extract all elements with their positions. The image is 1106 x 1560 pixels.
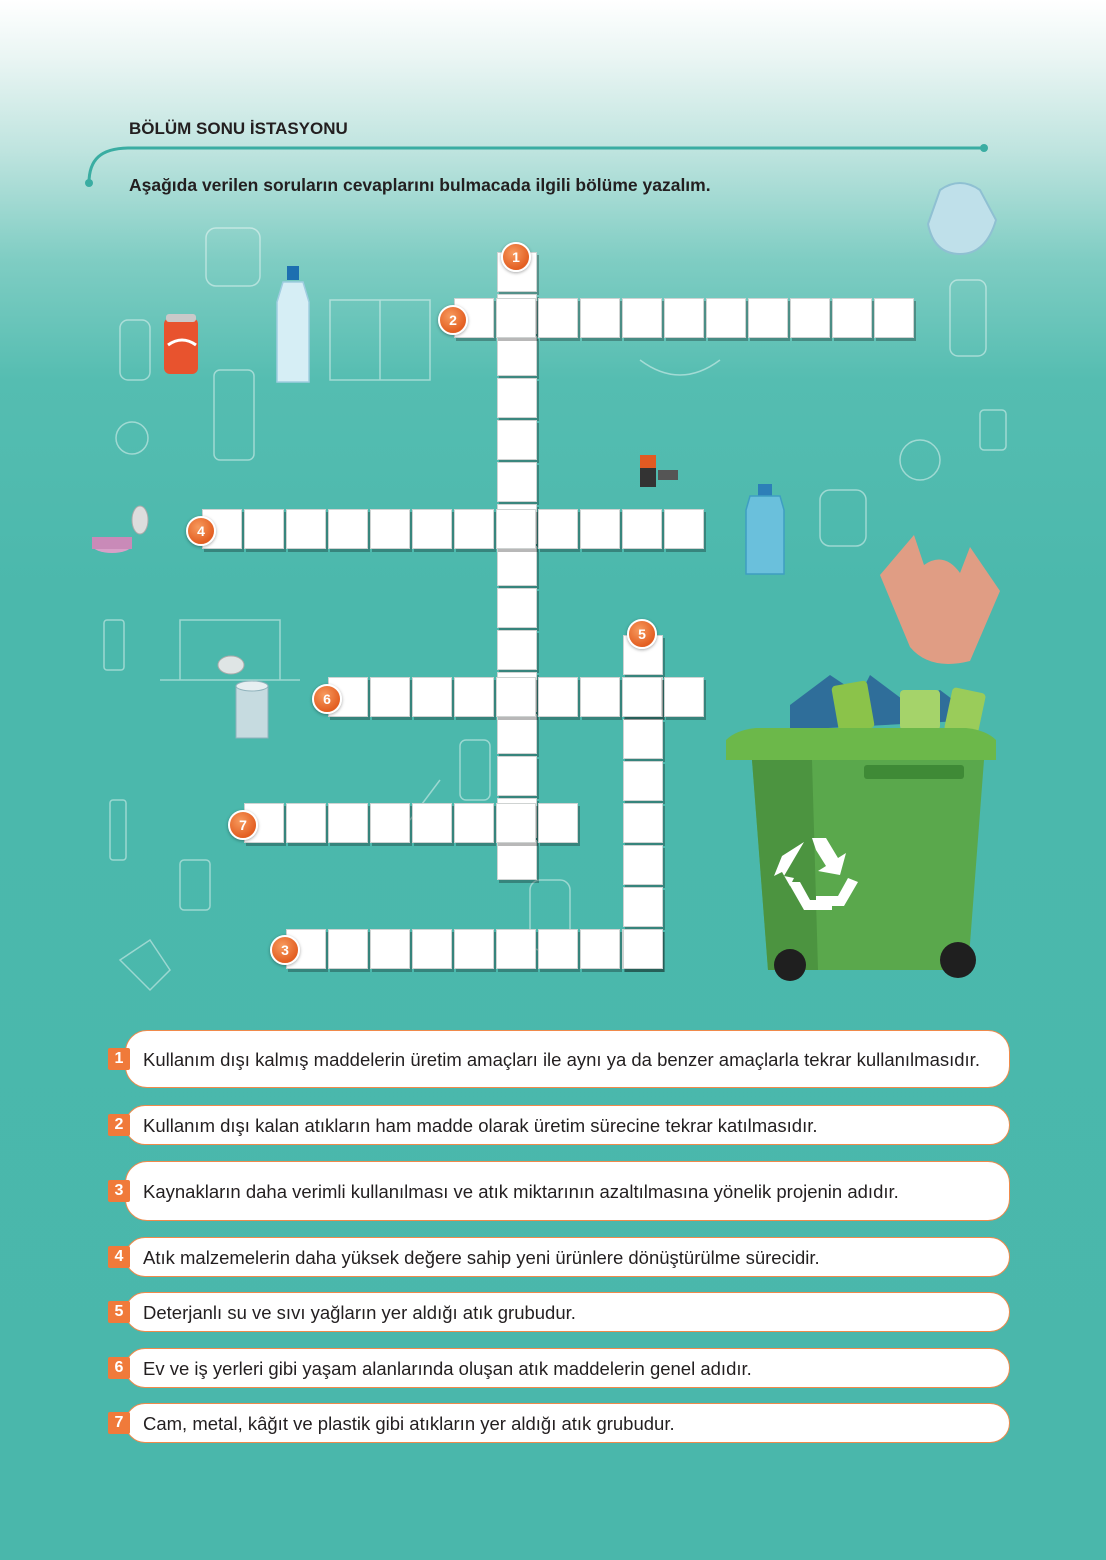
- clue-box: [125, 1237, 1010, 1277]
- crossword-cell[interactable]: [538, 677, 578, 717]
- crossword-cell[interactable]: [664, 677, 704, 717]
- clue-text: Kaynakların daha verimli kullanılması ve atık miktarının azaltılmasına yönelik projenin adıdır.: [143, 1180, 899, 1202]
- crossword-cell[interactable]: [244, 509, 284, 549]
- crossword-cell[interactable]: [370, 803, 410, 843]
- section-title: BÖLÜM SONU İSTASYONU: [129, 119, 348, 138]
- clue-box: [125, 1105, 1010, 1145]
- crossword-number-badge: 4: [186, 516, 216, 546]
- crossword-cell[interactable]: [286, 803, 326, 843]
- soda-can-icon: [164, 314, 198, 374]
- crossword-cell[interactable]: [328, 929, 368, 969]
- clue-text: Kullanım dışı kalmış maddelerin üretim amaçları ile aynı ya da benzer amaçlarla tekrar kullanılmasıdır.: [143, 1048, 980, 1070]
- crossword-cell[interactable]: [622, 677, 662, 717]
- clue-box: [125, 1161, 1010, 1221]
- crossword-cell[interactable]: [623, 803, 663, 843]
- crossword-cell[interactable]: [580, 677, 620, 717]
- crossword-cell[interactable]: [623, 929, 663, 969]
- crossword-cell[interactable]: [328, 803, 368, 843]
- crossword-cell[interactable]: [286, 509, 326, 549]
- crossword-number-badge: 3: [270, 935, 300, 965]
- crossword-number-badge: 7: [228, 810, 258, 840]
- crossword-cell[interactable]: [497, 546, 537, 586]
- clue-number: 1: [108, 1048, 130, 1070]
- crossword-number-badge: 6: [312, 684, 342, 714]
- clue-text: Deterjanlı su ve sıvı yağların yer aldığı atık grubudur.: [143, 1301, 576, 1323]
- tin-can-icon: [92, 506, 148, 553]
- crossword-cell[interactable]: [706, 298, 746, 338]
- crossword-cell[interactable]: [580, 509, 620, 549]
- crossword-cell[interactable]: [370, 929, 410, 969]
- crossword-cell[interactable]: [664, 298, 704, 338]
- crossword-cell[interactable]: [370, 509, 410, 549]
- crossword-cell[interactable]: [412, 929, 452, 969]
- clue-box: [125, 1348, 1010, 1388]
- crossword-cell[interactable]: [497, 378, 537, 418]
- crossword-cell[interactable]: [497, 588, 537, 628]
- crossword-cell[interactable]: [580, 929, 620, 969]
- crossword-cell[interactable]: [497, 840, 537, 880]
- crossword-cell[interactable]: [496, 509, 536, 549]
- crossword-cell[interactable]: [748, 298, 788, 338]
- crossword-cell[interactable]: [874, 298, 914, 338]
- crossword-cell[interactable]: [790, 298, 830, 338]
- clue-text: Cam, metal, kâğıt ve plastik gibi atıkların yer aldığı atık grubudur.: [143, 1412, 675, 1434]
- plastic-bag-icon: [880, 535, 1000, 664]
- crossword-cell[interactable]: [454, 509, 494, 549]
- clue-number: 5: [108, 1301, 130, 1323]
- crossword-number-badge: 5: [627, 619, 657, 649]
- crossword-cell[interactable]: [497, 336, 537, 376]
- crossword-cell[interactable]: [496, 929, 536, 969]
- recycle-symbol-icon: [774, 838, 858, 910]
- clue-text: Atık malzemelerin daha yüksek değere sahip yeni ürünlere dönüştürülme sürecidir.: [143, 1246, 820, 1268]
- crossword-cell[interactable]: [538, 509, 578, 549]
- clue-text: Ev ve iş yerleri gibi yaşam alanlarında oluşan atık maddelerin genel adıdır.: [143, 1357, 752, 1379]
- crossword-cell[interactable]: [497, 714, 537, 754]
- clue-number: 2: [108, 1114, 130, 1136]
- crossword-cell[interactable]: [622, 509, 662, 549]
- instruction-text: Aşağıda verilen soruların cevaplarını bulmacada ilgili bölüme yazalım.: [129, 175, 711, 195]
- crossword-cell[interactable]: [538, 929, 578, 969]
- crossword-cell[interactable]: [497, 462, 537, 502]
- tin-can-icon: [218, 656, 268, 738]
- clue-number: 4: [108, 1246, 130, 1268]
- clue-text: Kullanım dışı kalan atıkların ham madde olarak üretim sürecine tekrar katılmasıdır.: [143, 1114, 818, 1136]
- crossword-cell[interactable]: [623, 887, 663, 927]
- crossword-cell[interactable]: [538, 803, 578, 843]
- crossword-number-badge: 1: [501, 242, 531, 272]
- crossword-cell[interactable]: [370, 677, 410, 717]
- crossword-cell[interactable]: [454, 677, 494, 717]
- plastic-bottle-icon: [277, 266, 309, 382]
- crossword-cell[interactable]: [497, 756, 537, 796]
- recycle-bin-icon: [726, 675, 996, 981]
- crossword-cell[interactable]: [454, 929, 494, 969]
- glass-jar-icon: [928, 183, 996, 254]
- crossword-cell[interactable]: [454, 803, 494, 843]
- detergent-bottle-icon: [746, 484, 784, 574]
- clue-number: 7: [108, 1412, 130, 1434]
- crossword-cell[interactable]: [664, 509, 704, 549]
- clue-box: [125, 1292, 1010, 1332]
- crossword-cell[interactable]: [328, 509, 368, 549]
- crossword-cell[interactable]: [496, 803, 536, 843]
- crossword-cell[interactable]: [538, 298, 578, 338]
- header-rule: [0, 0, 1106, 200]
- crossword-cell[interactable]: [496, 677, 536, 717]
- crossword-cell[interactable]: [497, 420, 537, 460]
- crossword-cell[interactable]: [622, 298, 662, 338]
- crossword-cell[interactable]: [580, 298, 620, 338]
- clue-number: 6: [108, 1357, 130, 1379]
- crossword-cell[interactable]: [832, 298, 872, 338]
- crossword-cell[interactable]: [412, 509, 452, 549]
- clue-box: [125, 1403, 1010, 1443]
- crossword-cell[interactable]: [412, 803, 452, 843]
- crossword-cell[interactable]: [412, 677, 452, 717]
- crossword-cell[interactable]: [623, 761, 663, 801]
- clue-box: [125, 1030, 1010, 1088]
- crossword-cell[interactable]: [496, 298, 536, 338]
- battery-icon: [640, 455, 678, 487]
- crossword-cell[interactable]: [623, 719, 663, 759]
- crossword-cell[interactable]: [623, 845, 663, 885]
- clue-number: 3: [108, 1180, 130, 1202]
- crossword-number-badge: 2: [438, 305, 468, 335]
- crossword-cell[interactable]: [497, 630, 537, 670]
